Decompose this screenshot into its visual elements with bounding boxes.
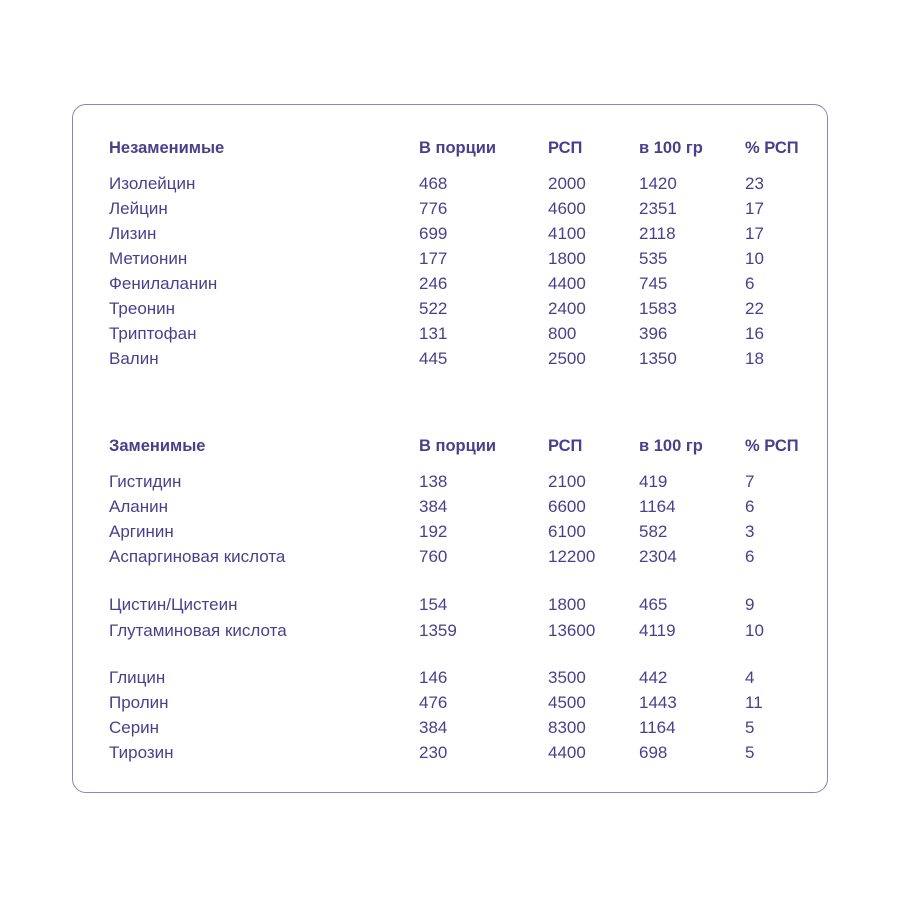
table-row [73,224,827,249]
row-per-100g: 2118 [639,224,676,243]
row-name: Тирозин [109,743,174,762]
table-row [73,324,827,349]
row-serving: 192 [419,522,448,541]
table-row [73,349,827,374]
row-per-100g: 1583 [639,299,677,318]
row-per-100g: 535 [639,249,668,268]
table-row [73,497,827,522]
row-rsp: 4100 [548,224,586,243]
row-name: Лейцин [109,199,168,218]
row-serving: 246 [419,274,448,293]
table-header [73,139,827,164]
row-rsp: 1800 [548,249,586,268]
row-rsp-percent: 18 [745,349,764,368]
row-rsp: 1800 [548,595,586,614]
row-per-100g: 1164 [639,718,676,737]
row-per-100g: 2351 [639,199,677,218]
row-per-100g: 419 [639,472,668,491]
row-name: Серин [109,718,160,737]
row-per-100g: 1420 [639,174,677,193]
row-per-100g: 745 [639,274,668,293]
row-name: Фенилаланин [109,274,218,293]
table-row [73,595,827,620]
table-row [73,299,827,324]
row-per-100g: 442 [639,668,668,687]
row-per-100g: 4119 [639,621,676,640]
row-serving: 445 [419,349,448,368]
row-name: Треонин [109,299,176,318]
table-row [73,693,827,718]
row-rsp: 12200 [548,547,596,566]
row-serving: 146 [419,668,448,687]
table-row [73,547,827,572]
row-rsp-percent: 4 [745,668,755,687]
row-rsp: 2100 [548,472,586,491]
table-row [73,621,827,646]
table-header [73,437,827,462]
row-serving: 476 [419,693,448,712]
header-serving: В порции [419,437,497,455]
row-name: Триптофан [109,324,197,343]
row-name: Глицин [109,668,166,687]
row-rsp-percent: 5 [745,743,755,762]
row-rsp-percent: 6 [745,274,755,293]
row-name: Глутаминовая кислота [109,621,287,640]
row-serving: 138 [419,472,448,491]
row-rsp: 8300 [548,718,586,737]
row-serving: 522 [419,299,448,318]
row-serving: 154 [419,595,448,614]
table-row [73,174,827,199]
row-rsp: 4600 [548,199,586,218]
row-serving: 131 [419,324,448,343]
header-rsp: РСП [548,437,583,455]
header-rsp: РСП [548,139,583,157]
row-rsp-percent: 11 [745,693,763,712]
row-rsp: 4400 [548,274,586,293]
row-serving: 230 [419,743,448,762]
row-serving: 760 [419,547,448,566]
row-per-100g: 582 [639,522,668,541]
row-serving: 468 [419,174,448,193]
row-rsp-percent: 23 [745,174,764,193]
header-rsp-percent: % РСП [745,437,799,455]
row-name: Аланин [109,497,168,516]
row-name: Гистидин [109,472,182,491]
row-per-100g: 1443 [639,693,677,712]
row-per-100g: 1164 [639,497,676,516]
table-row [73,743,827,768]
row-rsp: 6100 [548,522,586,541]
row-rsp-percent: 9 [745,595,755,614]
row-per-100g: 465 [639,595,668,614]
row-rsp-percent: 10 [745,249,764,268]
row-rsp-percent: 17 [745,224,764,243]
table-row [73,274,827,299]
row-name: Валин [109,349,159,368]
amino-acid-card [72,104,828,793]
row-name: Пролин [109,693,169,712]
row-rsp: 2400 [548,299,586,318]
row-rsp-percent: 7 [745,472,755,491]
table-row [73,718,827,743]
row-rsp-percent: 6 [745,497,755,516]
row-per-100g: 2304 [639,547,677,566]
row-rsp-percent: 3 [745,522,755,541]
row-name: Цистин/Цистеин [109,595,238,614]
header-name: Заменимые [109,437,206,455]
row-rsp: 800 [548,324,577,343]
row-rsp-percent: 5 [745,718,755,737]
row-rsp: 13600 [548,621,596,640]
row-rsp: 3500 [548,668,586,687]
row-name: Лизин [109,224,157,243]
header-rsp-percent: % РСП [745,139,799,157]
row-rsp: 4500 [548,693,586,712]
header-serving: В порции [419,139,497,157]
table-row [73,199,827,224]
row-name: Метионин [109,249,188,268]
row-name: Аспаргиновая кислота [109,547,286,566]
row-serving: 776 [419,199,448,218]
header-per-100g: в 100 гр [639,139,703,157]
table-row [73,522,827,547]
row-serving: 384 [419,497,448,516]
row-rsp-percent: 10 [745,621,764,640]
row-rsp-percent: 6 [745,547,755,566]
row-per-100g: 396 [639,324,668,343]
table-row [73,472,827,497]
table-row [73,668,827,693]
row-serving: 177 [419,249,448,268]
table-row [73,249,827,274]
row-rsp: 2500 [548,349,586,368]
row-serving: 1359 [419,621,457,640]
header-name: Незаменимые [109,139,225,157]
row-rsp: 4400 [548,743,586,762]
row-serving: 699 [419,224,448,243]
header-per-100g: в 100 гр [639,437,703,455]
row-serving: 384 [419,718,448,737]
row-rsp: 2000 [548,174,586,193]
row-per-100g: 1350 [639,349,677,368]
row-rsp-percent: 17 [745,199,764,218]
row-rsp-percent: 22 [745,299,764,318]
row-rsp: 6600 [548,497,586,516]
row-per-100g: 698 [639,743,668,762]
row-name: Аргинин [109,522,174,541]
row-rsp-percent: 16 [745,324,764,343]
row-name: Изолейцин [109,174,196,193]
